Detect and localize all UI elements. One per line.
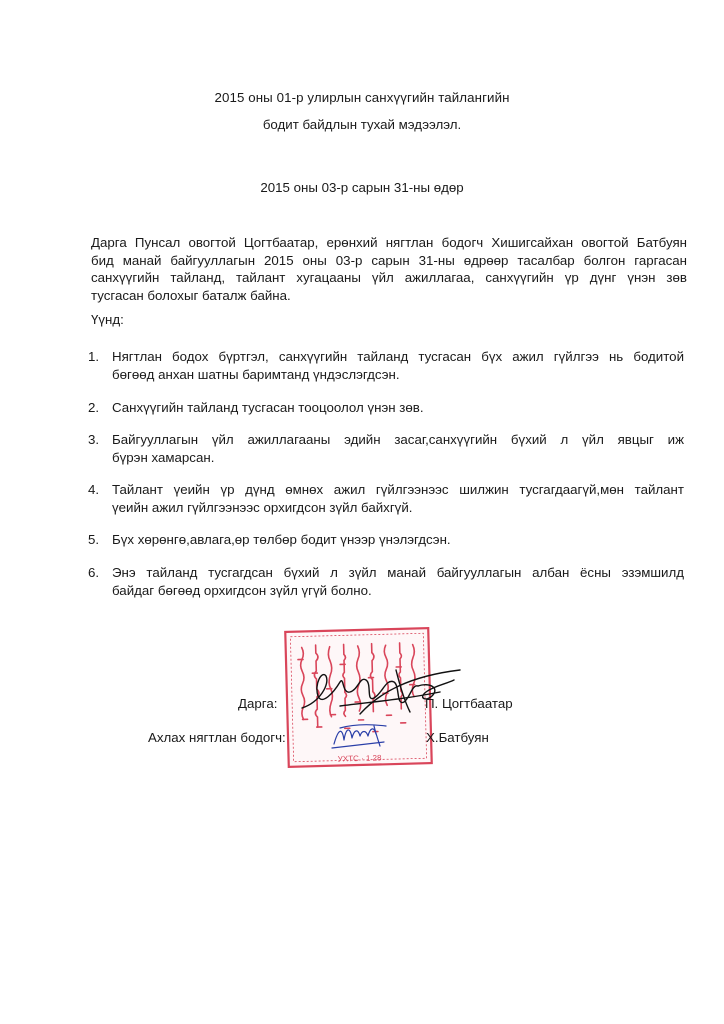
list-item-line: Байгууллагын үйл ажиллагааны эдийн засаг,санхүүгийн бүхий л үйл явцыг иж <box>112 432 684 447</box>
list-item-line: Энэ тайланд тусгагдсан бүхий л зүйл манай байгууллагын албан ёсны эзэмшилд <box>112 565 684 580</box>
list-item-line: Тайлант үеийн үр дүнд өмнөх ажил гүйлгээнээс шилжин тусгагдаагүй,мөн тайлант <box>112 482 684 497</box>
intro-line: бид манай байгууллагын 2015 оны 03-р сарын 31-ны өдрөөр тасалбар болгон гаргасан <box>91 252 687 268</box>
intro-line: тусгасан болохыг баталж байна. <box>91 287 291 303</box>
list-item-number: 1. <box>88 349 100 364</box>
document-title-line-2: бодит байдлын тухай мэдээлэл. <box>262 117 462 132</box>
list-item-line: Бүх хөрөнгө,авлага,өр төлбөр бодит үнээр үнэлэгдсэн. <box>112 532 451 547</box>
intro-line: Дарга Пунсал овогтой Цогтбаатар, ерөнхий нягтлан бодогч Хишигсайхан овогтой Батбуян <box>91 235 687 250</box>
list-item-number: 5. <box>88 532 100 547</box>
document-date: 2015 оны 03-р сарын 31-ны өдөр <box>260 180 464 195</box>
list-item-number: 6. <box>88 565 100 580</box>
accountant-name: Х.Батбуян <box>426 730 489 745</box>
director-label: Дарга: <box>238 696 278 711</box>
list-item-line: үеийн ажил гүйлгээнээс орхигдсон зүйл байхгүй. <box>112 499 413 515</box>
intro-line: санхүүгийн тайланд, тайлант хугацааны үйл ажиллагаа, санхүүгийн үр дүнг үнэн зөв <box>91 270 687 285</box>
list-item-line: Санхүүгийн тайланд тусгасан тооцоолол үнэн зөв. <box>112 400 424 415</box>
list-item-number: 4. <box>88 482 100 497</box>
list-item-line: бүрэн хамарсан. <box>112 449 215 465</box>
list-heading: Үүнд: <box>91 312 124 327</box>
stamp-bottom-text: УХТС · 1 28 <box>337 753 382 764</box>
document-title-line-1: 2015 оны 01-р улирлын санхүүгийн тайлангийн <box>214 90 510 105</box>
accountant-label: Ахлах нягтлан бодогч: <box>148 730 286 745</box>
list-item-number: 3. <box>88 432 100 447</box>
list-item-number: 2. <box>88 400 100 415</box>
accountant-signature <box>330 720 390 750</box>
intro-paragraph <box>91 234 687 304</box>
director-name: П. Цогтбаатар <box>425 696 513 711</box>
list-item-line: Нягтлан бодох бүртгэл, санхүүгийн тайланд тусгасан бүх ажил гүйлгээ нь бодитой <box>112 349 684 364</box>
list-item-line: байдаг бөгөөд орхигдсон зүйл үгүй болно. <box>112 582 372 598</box>
list-item-line: бөгөөд анхан шатны баримтанд үндэслэгдсэн. <box>112 366 400 382</box>
